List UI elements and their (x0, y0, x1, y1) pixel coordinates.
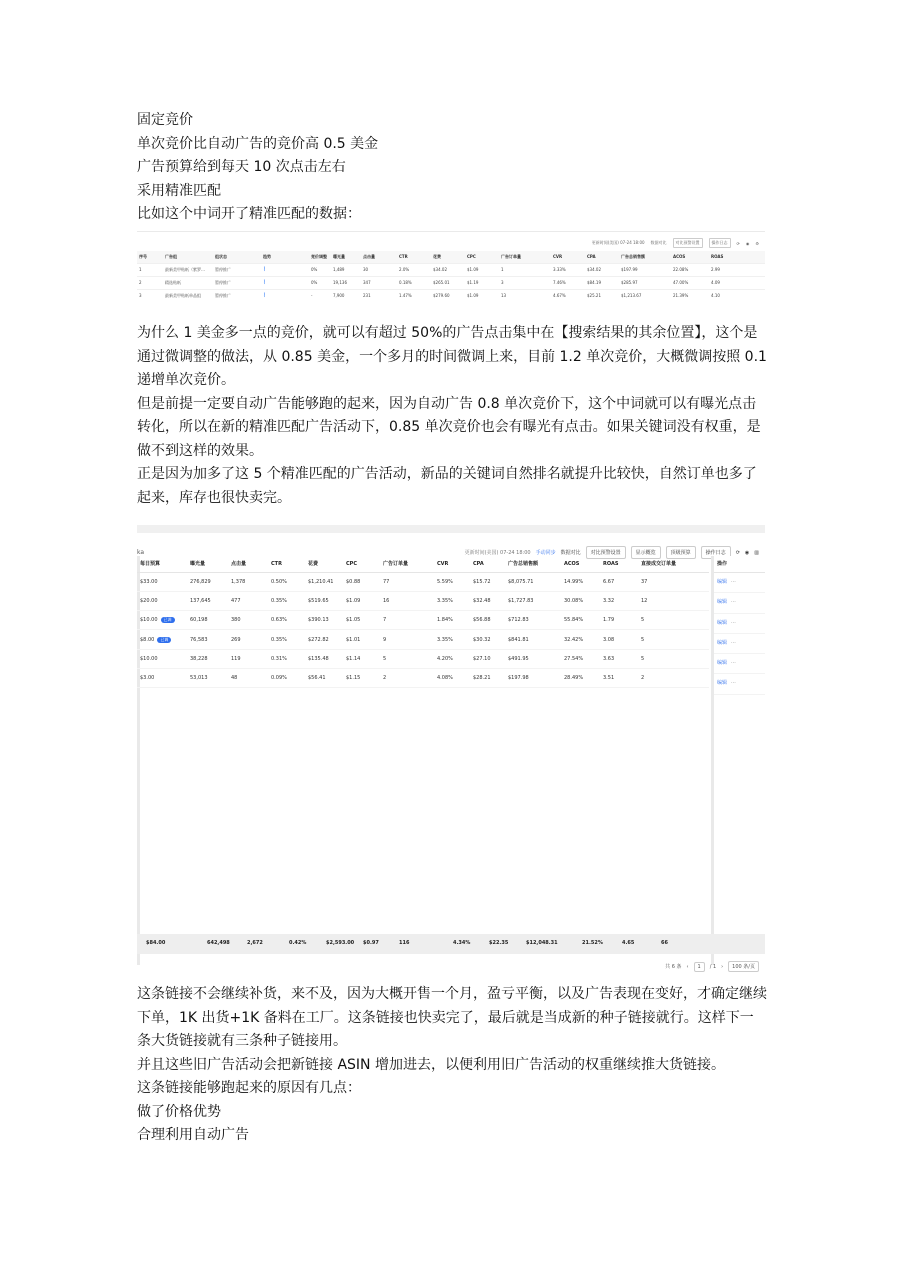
column-header[interactable]: CPC (467, 254, 476, 260)
table-cell: 19,136 (333, 280, 347, 285)
column-header[interactable]: ACOS (673, 254, 686, 260)
table-cell: 7.46% (553, 280, 566, 285)
table-cell: $28.21 (473, 675, 491, 682)
column-header[interactable]: CTR (399, 254, 408, 260)
table-cell: 1,378 (231, 578, 246, 585)
more-icon[interactable]: ··· (731, 660, 736, 667)
text-section-3 (137, 983, 767, 1148)
table-cell: 0.18% (399, 280, 412, 285)
table-cell: $1.14 (346, 655, 361, 662)
table-cell: 380 (231, 617, 241, 624)
table-cell[interactable]: 7 (383, 617, 387, 624)
table-cell: 231 (363, 293, 371, 299)
table-cell: 暂停推广 (215, 292, 231, 298)
table-cell: 0.50% (271, 578, 287, 585)
column-header[interactable]: CVR (437, 560, 449, 567)
table-cell: 12 (641, 597, 648, 604)
column-header[interactable]: 点击量 (363, 253, 375, 259)
table-cell: 3.35% (437, 636, 453, 643)
budget-cell[interactable] (137, 630, 187, 649)
table-cell: 47.00% (673, 280, 689, 285)
table-cell: 2 (641, 675, 645, 682)
table-cell[interactable]: $712.83 (508, 617, 529, 624)
table-cell: 3.63 (603, 655, 615, 662)
table-cell: 0% (311, 267, 318, 272)
table-cell: 60,198 (190, 617, 208, 624)
table-cell: 3.33% (553, 267, 566, 272)
table-row (137, 668, 709, 687)
edit-link[interactable]: 编辑 (717, 619, 728, 626)
table-cell: 暂停推广 (215, 266, 231, 272)
column-header[interactable]: CPC (346, 560, 358, 567)
column-header[interactable]: 竞价调整 (311, 253, 327, 259)
table-cell: 3.35% (437, 597, 453, 604)
total-count: 共 6 条 (665, 964, 682, 970)
column-header[interactable]: 曝光量 (333, 253, 345, 259)
show-overview-button[interactable]: 显示概览 (631, 546, 661, 559)
budget-value: $10.00 (140, 617, 158, 624)
column-header[interactable]: CVR (553, 254, 563, 260)
page-count: / 1 (709, 963, 717, 970)
table-cell: 76,583 (190, 636, 208, 643)
column-header[interactable]: ROAS (603, 560, 619, 567)
table-cell: $32.48 (473, 597, 491, 604)
trend-chart-icon[interactable]: ⌇ (263, 292, 266, 300)
update-time: 更新时间(美国) 07-24 18:00 (591, 240, 645, 245)
table-cell: $1.01 (346, 636, 361, 643)
table-cell: $279.60 (433, 293, 450, 299)
edit-link[interactable]: 编辑 (717, 660, 728, 667)
budget-cell[interactable] (137, 668, 187, 687)
table-cell: $197.99 (621, 267, 638, 272)
table-cell: $265.01 (433, 280, 450, 285)
column-header[interactable]: CPA (587, 254, 596, 260)
table-cell: 30 (363, 267, 369, 272)
budget-cell[interactable] (137, 591, 187, 610)
table-cell: $1.09 (467, 267, 479, 272)
table-cell: 27.54% (564, 655, 584, 662)
budget-value: $8.00 (140, 636, 155, 643)
table-cell: 4.10 (711, 293, 720, 299)
total-cell: $0.97 (363, 940, 379, 946)
budget-cell[interactable] (137, 649, 187, 668)
edit-link[interactable]: 编辑 (717, 599, 728, 606)
table-cell: 48 (231, 675, 238, 682)
adjusted-badge: 已调 (161, 617, 175, 623)
table-cell: 21.39% (673, 293, 689, 299)
table-cell: 5.59% (437, 578, 453, 585)
column-header[interactable]: 广告订单量 (501, 253, 521, 259)
column-header[interactable]: 组状态 (215, 253, 227, 259)
table-cell: 32.42% (564, 636, 584, 643)
campaign-table (137, 556, 709, 688)
table-row (137, 289, 765, 302)
table-cell (291, 263, 309, 276)
column-header[interactable]: 广告订单量 (383, 561, 409, 568)
paragraph: 广告预算给到每天 10 次点击左右 (137, 159, 346, 175)
operation-log-button[interactable]: 操作日志 (701, 546, 731, 559)
table-cell[interactable]: $197.98 (508, 675, 529, 682)
refresh-icon[interactable]: ⟳ (736, 240, 740, 246)
more-icon[interactable]: ··· (731, 599, 736, 606)
table-cell: 3.51 (603, 675, 615, 682)
total-cell: 0.42% (289, 940, 307, 946)
table-cell: 38,228 (190, 655, 208, 662)
table-cell: 1.47% (399, 293, 412, 299)
table-cell: 6.67 (603, 578, 615, 585)
edit-link[interactable]: 编辑 (717, 639, 728, 646)
budget-value: $3.00 (140, 675, 155, 682)
table-cell: 3.32 (603, 597, 615, 604)
trend-chart-icon[interactable]: ⌇ (263, 279, 266, 286)
table-cell: 0.31% (271, 655, 287, 662)
table-cell: 269 (231, 636, 241, 643)
trend-chart-icon[interactable]: ⌇ (263, 266, 266, 273)
table-cell: 3 (139, 293, 142, 299)
compare-settings-button[interactable]: 对比预警设置 (673, 238, 703, 248)
refresh-icon[interactable]: ⟳ (735, 549, 740, 556)
table-cell: 0% (311, 280, 318, 285)
table-cell: 2 (139, 280, 142, 285)
table-cell[interactable]: 精选贴纸 (165, 279, 181, 285)
text-section-1 (137, 109, 767, 227)
table-cell[interactable]: $841.81 (508, 636, 529, 643)
total-cell: 4.65 (622, 940, 635, 946)
table-cell: 55.84% (564, 617, 584, 624)
table-cell: $1.09 (346, 597, 361, 604)
adjusted-badge: 已调 (157, 637, 171, 643)
table-cell: 30.08% (564, 597, 584, 604)
table-cell: 477 (231, 597, 241, 604)
paragraph: 做了价格优势 (137, 1103, 221, 1120)
pagination (665, 961, 759, 972)
settings-icon[interactable]: ⚙ (755, 240, 759, 246)
more-icon[interactable]: ··· (731, 579, 736, 585)
table-cell: 53,013 (190, 675, 208, 682)
manual-sync-link[interactable]: 手动同步 (535, 550, 556, 556)
eye-icon[interactable]: ◉ (745, 240, 750, 246)
column-header[interactable]: 花费 (433, 253, 441, 259)
table-cell: 276,829 (190, 578, 211, 585)
table-cell: $519.65 (308, 597, 329, 604)
table-cell: 暂停推广 (215, 279, 231, 285)
top-budget-button[interactable]: 顶级预算 (666, 546, 696, 559)
column-header: 操作 (714, 556, 765, 573)
budget-cell[interactable] (137, 611, 187, 630)
table-cell: $27.10 (473, 655, 491, 662)
table-cell: 2.0% (399, 267, 410, 272)
table-cell: 1 (139, 267, 142, 272)
paragraph: 采用精准匹配 (137, 182, 221, 199)
eye-icon[interactable]: ◉ (744, 549, 750, 556)
paragraph: 并且这些旧广告活动会把新链接 ASIN 增加进去，以便利用旧广告活动的权重继续推大货链接。 (137, 1056, 725, 1073)
table-cell: 4.67% (553, 293, 566, 299)
table-cell: $272.82 (308, 636, 329, 643)
column-header[interactable]: ROAS (711, 254, 724, 260)
table-cell: 119 (231, 655, 241, 662)
table-cell: 5 (641, 636, 645, 643)
table-cell[interactable]: 2 (383, 675, 387, 682)
total-cell: $22.35 (489, 940, 509, 946)
table-row (137, 263, 765, 276)
update-time: 更新时间(美国) 07-24 18:00 (464, 550, 531, 556)
table-cell: $34.02 (433, 267, 447, 272)
clipped-label: ka (137, 549, 145, 556)
table-cell[interactable]: $1,727.83 (508, 597, 534, 604)
column-header[interactable]: 趋势 (263, 253, 271, 259)
table-cell: $1.09 (467, 293, 479, 299)
operation-log-button[interactable]: 操作日志 (709, 238, 731, 248)
table-header-row (137, 556, 709, 572)
paragraph: 比如这个中词开了精准匹配的数据： (137, 206, 361, 222)
total-cell: 642,498 (207, 940, 230, 946)
ad-group-table (137, 251, 765, 302)
table-cell: $34.02 (587, 267, 601, 272)
paragraph: 正是因为加多了这 5 个精准匹配的广告活动，新品的关键词自然排名就提升比较快，自然订单也多了起来，库存也很快卖完。 (137, 466, 757, 506)
page-size-select[interactable]: 100 条/页 (728, 961, 759, 972)
paragraph: 固定竞价 (137, 112, 193, 128)
campaign-table-screenshot (137, 525, 765, 980)
more-icon[interactable]: ··· (731, 680, 736, 687)
total-cell: $12,048.31 (526, 940, 558, 946)
table-cell: - (311, 293, 313, 299)
table-cell[interactable]: 77 (383, 578, 390, 585)
row-actions (714, 674, 765, 694)
table-cell: 347 (363, 280, 371, 285)
table-cell: 22.08% (673, 267, 689, 272)
table-cell: $0.88 (346, 578, 361, 585)
column-header[interactable]: 直接成交订单量 (641, 561, 677, 568)
ad-group-table-screenshot (137, 231, 765, 304)
table-cell: $1.05 (346, 617, 361, 624)
table-cell: 2.99 (711, 267, 720, 272)
table-cell: 137,645 (190, 597, 211, 604)
table-cell[interactable]: 5 (383, 655, 387, 662)
table-cell: 4.08% (437, 675, 453, 682)
table-row (137, 630, 709, 649)
table-row (137, 649, 709, 668)
table-cell: $15.72 (473, 578, 491, 585)
table-cell: 0.35% (271, 597, 287, 604)
total-cell: 2,672 (247, 940, 263, 946)
column-settings-icon[interactable]: ▥ (754, 549, 759, 556)
table-cell: $84.19 (587, 280, 601, 285)
column-header[interactable]: ACOS (564, 560, 580, 567)
table-row (137, 276, 765, 289)
totals-row (137, 934, 765, 954)
total-cell: 66 (661, 940, 668, 946)
paragraph: 合理利用自动广告 (137, 1127, 249, 1143)
table-cell: $56.88 (473, 617, 491, 624)
table-header-row (137, 251, 765, 263)
table-cell: 14.99% (564, 578, 584, 585)
row-actions (714, 654, 765, 674)
next-page-icon[interactable]: › (721, 963, 724, 970)
table-cell: 3.08 (603, 636, 615, 643)
table-cell[interactable]: 9 (383, 636, 387, 643)
paragraph: 但是前提一定要自动广告能够跑的起来，因为自动广告 0.8 单次竞价下，这个中词就可以有曝光点击转化，所以在新的精准匹配广告活动下，0.85 单次竞价也会有曝光有点击。如果关键词没有权重，是做不到这样的效果。 (137, 395, 761, 459)
operations-column (711, 556, 765, 965)
column-header[interactable]: 每日预算 (140, 561, 161, 568)
compare-label: 数据对比 (650, 240, 667, 245)
paragraph: 这条链接不会继续补货，来不及，因为大概开售一个月，盈亏平衡，以及广告表现在变好，才确定继续下单，1K 出货+1K 备料在工厂。这条链接也快卖完了，最后就是当成新的种子链接就行。这样下一条大货链接就有三条种子链接用。 (137, 986, 767, 1049)
compare-label: 数据对比 (560, 550, 581, 556)
table-cell: $1,210.41 (308, 578, 334, 585)
table-cell: 4.20% (437, 655, 453, 662)
table-cell: 13 (501, 293, 507, 299)
top-strip (137, 525, 765, 533)
table-cell (291, 289, 309, 302)
table-cell: 0.63% (271, 617, 287, 624)
total-cell: $84.00 (146, 940, 166, 946)
budget-value: $33.00 (140, 578, 158, 585)
more-icon[interactable]: ··· (731, 619, 736, 626)
table-cell: 28.49% (564, 675, 584, 682)
table-cell: $56.41 (308, 675, 326, 682)
paragraph: 单次竞价比自动广告的竞价高 0.5 美金 (137, 135, 379, 152)
table-cell[interactable]: 16 (383, 597, 390, 604)
more-icon[interactable]: ··· (731, 639, 736, 646)
column-header[interactable]: CPA (473, 560, 484, 567)
row-actions (714, 593, 765, 613)
table-cell[interactable]: $491.95 (508, 655, 529, 662)
table-cell: $390.13 (308, 617, 329, 624)
paragraph: 为什么 1 美金多一点的竞价，就可以有超过 50%的广告点击集中在【搜索结果的其余位置】，这个是通过微调整的做法，从 0.85 美金，一个多月的时间微调上来，目前 1.2 单次竞价，大概微调按照 0.1 递增单次竞价。 (137, 325, 767, 388)
budget-value: $10.00 (140, 655, 158, 662)
table-cell: 5 (641, 617, 645, 624)
table-cell: 1 (501, 267, 504, 272)
table-cell[interactable]: 最新美甲贴纸（紫罗… (165, 266, 205, 272)
column-header[interactable]: 广告总销售额 (508, 561, 539, 568)
column-header (291, 251, 309, 263)
table-cell: 37 (641, 578, 648, 585)
table-cell: 5 (641, 655, 645, 662)
table-toolbar (592, 238, 759, 248)
table-cell: $30.32 (473, 636, 491, 643)
table-cell: $1,213.67 (621, 293, 642, 299)
edit-link[interactable]: 编辑 (717, 579, 728, 585)
row-actions (714, 614, 765, 634)
table-cell: $1.19 (467, 280, 479, 285)
column-header[interactable]: 曝光量 (190, 561, 206, 568)
paragraph: 这条链接能够跑起来的原因有几点： (137, 1080, 361, 1096)
compare-settings-button[interactable]: 对比预警设置 (586, 546, 626, 559)
total-cell: 4.34% (453, 940, 471, 946)
total-cell: $2,593.00 (326, 940, 355, 946)
prev-page-icon[interactable]: ‹ (686, 963, 689, 970)
table-cell[interactable]: 最新美甲贴纸单品组 (165, 292, 201, 298)
table-cell: 0.09% (271, 675, 287, 682)
column-header[interactable]: 广告组 (165, 253, 177, 259)
table-row (137, 591, 709, 610)
column-header[interactable]: CTR (271, 560, 282, 567)
current-page[interactable]: 1 (694, 962, 705, 972)
table-cell: $285.97 (621, 280, 638, 285)
budget-value: $20.00 (140, 597, 158, 604)
column-header[interactable]: 广告总销售额 (621, 253, 645, 259)
total-cell: 116 (399, 940, 410, 946)
table-cell: 0.35% (271, 636, 287, 643)
table-cell: 1.79 (603, 617, 615, 624)
table-cell: $135.48 (308, 655, 329, 662)
table-cell (291, 276, 309, 289)
table-cell[interactable]: $8,075.71 (508, 578, 534, 585)
column-header[interactable]: 花费 (308, 561, 319, 568)
budget-cell[interactable] (137, 572, 187, 591)
table-cell: 7,900 (333, 293, 345, 299)
total-cell: 21.52% (582, 940, 603, 946)
table-cell: 1,489 (333, 267, 345, 272)
table-row (137, 611, 709, 630)
text-section-2 (137, 322, 767, 510)
row-actions (714, 634, 765, 654)
column-header[interactable]: 序号 (139, 253, 147, 259)
table-cell: 3 (501, 280, 504, 285)
edit-link[interactable]: 编辑 (717, 680, 728, 687)
column-header[interactable]: 点击量 (231, 561, 247, 568)
table-cell: $1.15 (346, 675, 361, 682)
table-cell: $25.21 (587, 293, 601, 299)
row-actions (714, 573, 765, 593)
table-cell: 1.84% (437, 617, 453, 624)
table-row (137, 572, 709, 591)
table-cell: 4.09 (711, 280, 720, 285)
